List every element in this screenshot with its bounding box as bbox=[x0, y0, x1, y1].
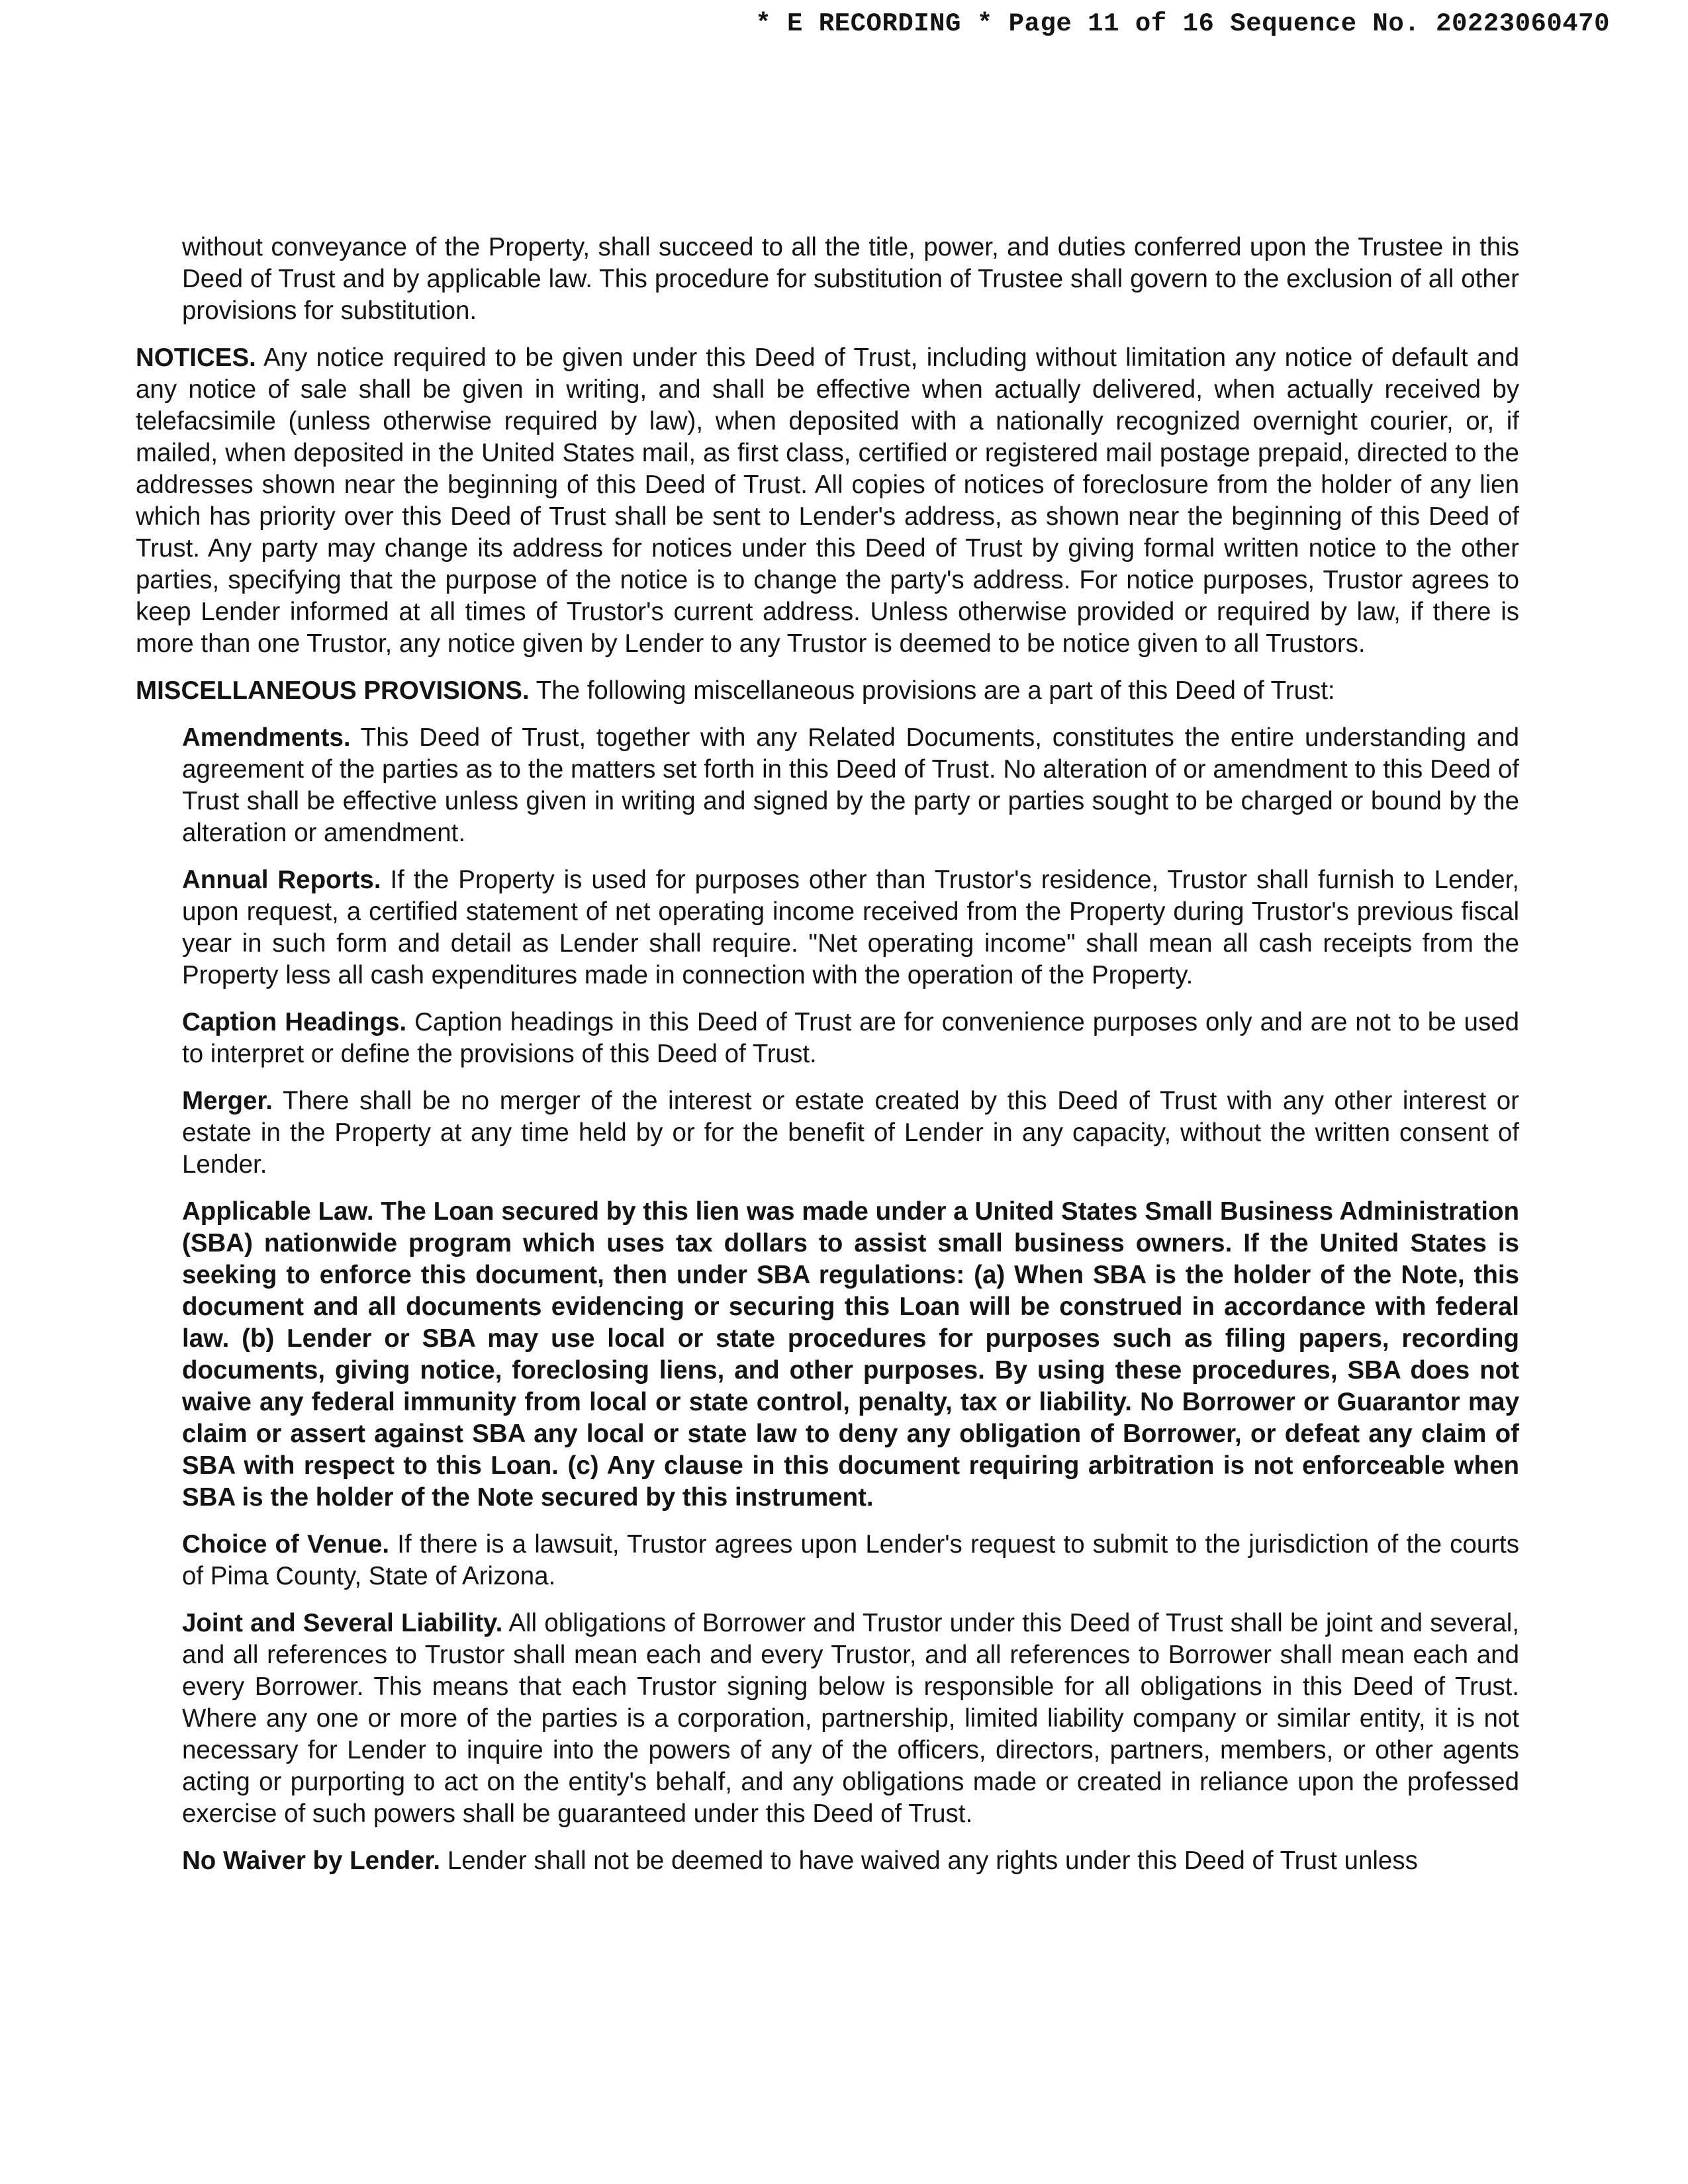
notices-heading: NOTICES. bbox=[136, 343, 256, 372]
amendments-text: This Deed of Trust, together with any Related Documents, constitutes the entire understanding and agreement of the parties as to the matters set forth in this Deed of Trust. No alteration of or amendment to this Deed of Trust shall be effective unless given in writing and signed by the party or parties sought to be charged or bound by the alteration or amendment. bbox=[182, 723, 1519, 847]
miscellaneous-heading: MISCELLANEOUS PROVISIONS. bbox=[136, 676, 530, 705]
choice-of-venue-paragraph bbox=[136, 1529, 1519, 1592]
annual-reports-heading: Annual Reports. bbox=[182, 866, 381, 894]
choice-of-venue-heading: Choice of Venue. bbox=[182, 1530, 390, 1559]
caption-headings-text: Caption headings in this Deed of Trust are for convenience purposes only and are not to be used to interpret or define the provisions of this Deed of Trust. bbox=[182, 1008, 1520, 1068]
caption-headings-heading: Caption Headings. bbox=[182, 1008, 407, 1036]
applicable-law-text: The Loan secured by this lien was made under a United States Small Business Administration (SBA) nationwide program which uses tax dollars to assist small business owners. If the United States is seeking to enforce this document, then under SBA regulations: (a) When SBA is the holder of the Note, this document and all documents evidencing or securing this Loan will be construed in accordance with federal law. (b) Lender or SBA may use local or state procedures for purposes such as filing papers, recording documents, giving notice, foreclosing liens, and other purposes. By using these procedures, SBA does not waive any federal immunity from local or state control, penalty, tax or liability. No Borrower or Guarantor may claim or assert against SBA any local or state law to deny any obligation of Borrower, or defeat any claim of SBA with respect to this Loan. (c) Any clause in this document requiring arbitration is not enforceable when SBA is the holder of the Note secured by this instrument. bbox=[182, 1197, 1519, 1512]
substitution-continued-paragraph bbox=[136, 232, 1519, 327]
amendments-paragraph bbox=[136, 722, 1519, 849]
applicable-law-paragraph bbox=[136, 1196, 1519, 1514]
miscellaneous-paragraph bbox=[136, 675, 1519, 707]
joint-liability-paragraph bbox=[136, 1608, 1519, 1830]
recording-header: * E RECORDING * Page 11 of 16 Sequence No. 20223060470 bbox=[755, 9, 1610, 38]
choice-of-venue-text: If there is a lawsuit, Trustor agrees upon Lender's request to submit to the jurisdiction of the courts of Pima County, State of Arizona. bbox=[182, 1530, 1520, 1590]
no-waiver-paragraph bbox=[136, 1845, 1519, 1877]
joint-liability-heading: Joint and Several Liability. bbox=[182, 1609, 503, 1637]
notices-text: Any notice required to be given under this Deed of Trust, including without limitation any notice of default and any notice of sale shall be given in writing, and shall be effective when actually delivered, when actually received by telefacsimile (unless otherwise required by law), when deposited with a nationally recognized overnight courier, or, if mailed, when deposited in the United States mail, as first class, certified or registered mail postage prepaid, directed to the addresses shown near the beginning of this Deed of Trust. All copies of notices of foreclosure from the holder of any lien which has priority over this Deed of Trust shall be sent to Lender's address, as shown near the beginning of this Deed of Trust. Any party may change its address for notices under this Deed of Trust by giving formal written notice to the other parties, specifying that the purpose of the notice is to change the party's address. For notice purposes, Trustor agrees to keep Lender informed at all times of Trustor's current address. Unless otherwise provided or required by law, if there is more than one Trustor, any notice given by Lender to any Trustor is deemed to be notice given to all Trustors. bbox=[136, 343, 1519, 658]
miscellaneous-text: The following miscellaneous provisions are a part of this Deed of Trust: bbox=[536, 676, 1335, 705]
merger-paragraph bbox=[136, 1085, 1519, 1181]
amendments-heading: Amendments. bbox=[182, 723, 351, 752]
joint-liability-text: All obligations of Borrower and Trustor under this Deed of Trust shall be joint and several, and all references to Trustor shall mean each and every Trustor, and all references to Borrower shall mean each and every Borrower. This means that each Trustor signing below is responsible for all obligations in this Deed of Trust. Where any one or more of the parties is a corporation, partnership, limited liability company or similar entity, it is not necessary for Lender to inquire into the powers of any of the officers, directors, partners, members, or other agents acting or purporting to act on the entity's behalf, and any obligations made or created in reliance upon the professed exercise of such powers shall be guaranteed under this Deed of Trust. bbox=[182, 1609, 1519, 1828]
no-waiver-text: Lender shall not be deemed to have waived any rights under this Deed of Trust unless bbox=[447, 1846, 1418, 1875]
annual-reports-text: If the Property is used for purposes other than Trustor's residence, Trustor shall furnish to Lender, upon request, a certified statement of net operating income received from the Property during Trustor's previous fiscal year in such form and detail as Lender shall require. "Net operating income" shall mean all cash receipts from the Property less all cash expenditures made in connection with the operation of the Property. bbox=[182, 866, 1519, 989]
merger-text: There shall be no merger of the interest or estate created by this Deed of Trust with any other interest or estate in the Property at any time held by or for the benefit of Lender in any capacity, without the written consent of Lender. bbox=[182, 1087, 1519, 1179]
no-waiver-heading: No Waiver by Lender. bbox=[182, 1846, 441, 1875]
document-body bbox=[136, 232, 1519, 1892]
applicable-law-heading: Applicable Law. bbox=[182, 1197, 374, 1226]
notices-paragraph bbox=[136, 342, 1519, 660]
caption-headings-paragraph bbox=[136, 1007, 1519, 1070]
annual-reports-paragraph bbox=[136, 864, 1519, 991]
merger-heading: Merger. bbox=[182, 1087, 273, 1115]
substitution-continued-text: without conveyance of the Property, shall succeed to all the title, power, and duties conferred upon the Trustee in this Deed of Trust and by applicable law. This procedure for substitution of Trustee shall govern to the exclusion of all other provisions for substitution. bbox=[182, 233, 1519, 325]
